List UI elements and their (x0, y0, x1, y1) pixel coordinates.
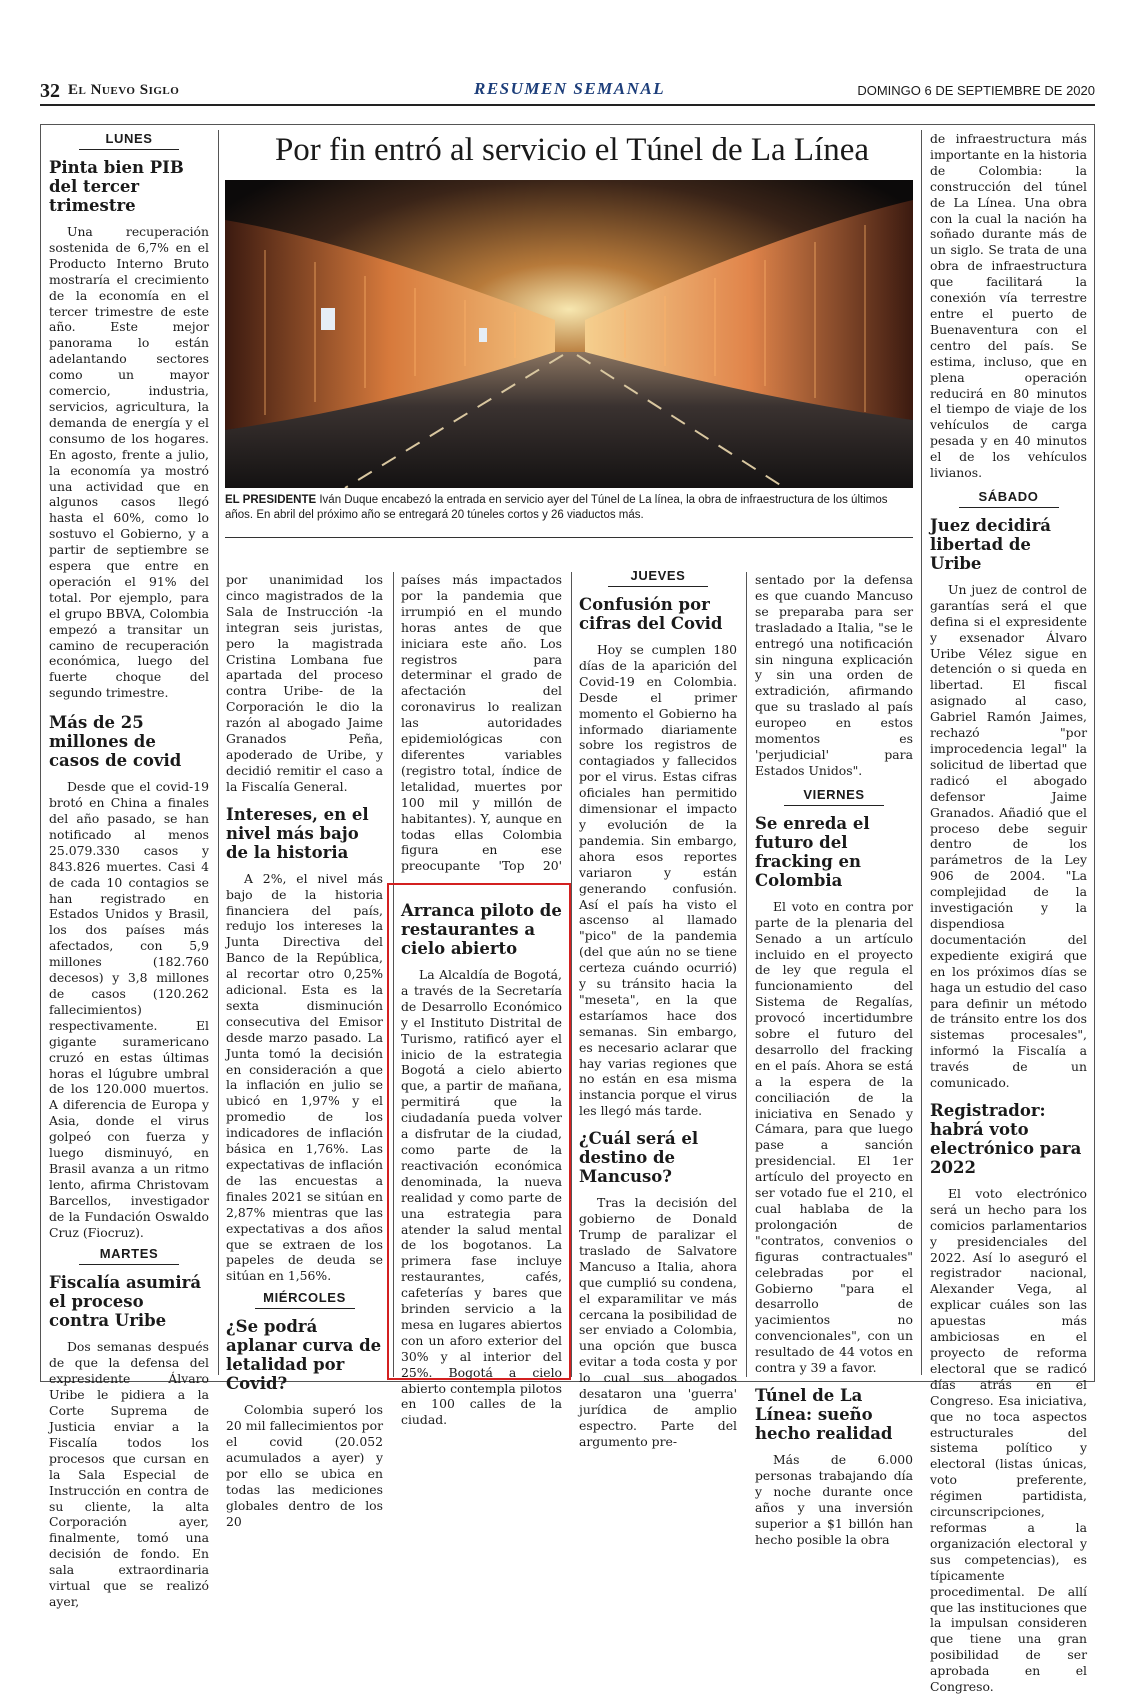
photo-caption (225, 493, 913, 523)
article-restaurantes: La Alcaldía de Bogotá, a través de la Secretaría de Desarrollo Económico y el Instituto Distrital de Turismo, ratificó ayer el inicio de la estrategia Bogotá a cielo abierto que, a partir de mañana, permitirá que la ciudadanía pueda volver a disfrutar de la ciudad, como parte de la reactivación económica denominada, la nueva realidad y como parte de una estrategia para atender la salud mental de los bogotanos. La primera fase incluye restaurantes, cafés, cafeterías y bares que brinden servicio a la mesa en lugares abiertos con un aforo exterior del 30% y al interior del 25%. Bogotá a cielo abierto contempla pilotos en 100 calles de la ciudad. (401, 967, 562, 1428)
article-mancuso-cont: sentado por la defensa es que cuando Mancuso se preparaba para ser trasladado a Italia, "se le entregó una notificación sin ninguna explicación y sin una orden de extradición, afirmando que su traslado al país europeo en estos momentos es 'perjudicial' para Estados Unidos". (755, 572, 913, 778)
day-label-jueves: JUEVES (608, 568, 708, 587)
article-intereses: A 2%, el nivel más bajo de la historia financiera del país, redujo los intereses la Junta Directiva del Banco de la República, al recortar otro 0,25% adicional. Esta es la sexta disminución consecutiva del Emisor desde marzo pasado. La Junta tomó la decisión en consideración a que la inflación en julio se ubicó en 1,97% y el promedio de los indicadores de inflación básica en 1,76%. Las expectativas de inflación de las encuestas a finales 2021 se sitúan en 2,87% mientras que las expectativas a dos años que se extraen de los papeles de deuda se sitúan en 1,56%. (226, 870, 383, 1284)
caption-text: Iván Duque encabezó la entrada en servicio ayer del Túnel de La línea, la obra de infraestructura de los últimos años. En abril del próximo año se entregará 20 túneles cortos y 26 viaductos más. (225, 494, 888, 521)
column-sabado (930, 131, 1087, 1695)
headline-intereses: Intereses, en el nivel más bajo de la historia (226, 804, 369, 862)
headline-letalidad: ¿Se podrá aplanar curva de letalidad por Covid? (226, 1317, 382, 1394)
headline-mancuso: ¿Cuál será el destino de Mancuso? (579, 1129, 699, 1187)
headline-registrador: Registrador: habrá voto electrónico para 2022 (930, 1100, 1082, 1177)
headline-covid-cases: Más de 25 millones de casos de covid (49, 713, 182, 771)
article-fiscalia-cont: por unanimidad los cinco magistrados de la Sala de Instrucción -la integran seis juristas, pero la magistrada Cristina Lombana fue apartada del proceso contra Uribe- de la Corporación le dio la razón al abogado Jaime Granados Peña, apoderado de Uribe, y decidió remitir el caso a la Fiscalía General. (226, 572, 383, 794)
article-confusion: Hoy se cumplen 180 días de la aparición del Covid-19 en Colombia. Desde el primer momento el Gobierno ha informado diariamente sobre los registros de contagiados y fallecidos por el virus. Estas cifras oficiales han permitido dimensionar el impacto y evolución de la pandemia. Sin embargo, ahora esos reportes variaron y están generando confusión. Así el país ha visto el ascenso al llamado "pico" de la pandemia (del que aún no se tiene certeza cuándo ocurrió) y su tránsito hacia la "meseta", en la que estaríamos hace dos semanas. Sin embargo, es necesario aclarar que hay varias regiones que no están en esa misma instancia porque el virus les llegó más tarde. (579, 642, 737, 1119)
tunnel-photo (225, 180, 913, 488)
lead-headline: Por fin entró al servicio el Túnel de La Línea (274, 132, 870, 168)
article-pib: Una recuperación sostenida de 6,7% en el Producto Interno Bruto mostraría el crecimiento de la economía en el tercer trimestre de este año. Este mejor panorama lo están adelantando sectores como un mayor comercio, industria, servicios, agricultura, la demanda de energía y el consumo de los hogares. En agosto, frente a julio, la economía ya mostró una actividad que en algunos casos llegó hasta el 60%, como lo sostuvo el Gobierno, y a partir de septiembre se espera que entre en operación el 91% del total. Por ejemplo, para el grupo BBVA, Colombia empezó a transitar un camino de recuperación económica, luego del fuerte choque del segundo trimestre. (49, 224, 209, 701)
headline-tunel: Túnel de La Línea: sueño hecho realidad (755, 1385, 893, 1443)
page-number: 32 (40, 80, 60, 102)
column-divider (746, 572, 747, 1377)
column-jueves (579, 568, 737, 1450)
article-letalidad: Colombia superó los 20 mil fallecimientos por el covid (20.052 acumulados a ayer) y por ello se ubica en todas las mediciones globales dentro de los 20 (226, 1402, 383, 1529)
article-tunel: Más de 6.000 personas trabajando día y noche durante once años y una inversión superior a $1 billón han hecho posible la obra (755, 1451, 913, 1547)
article-letalidad-cont: países más impactados por la pandemia que irrumpió en el mundo horas antes de que iniciara este año. Los registros para determinar el grado de afectación del coronavirus lo realizan las autoridades epidemiológicas con diferentes variables (registro total, índice de letalidad, muertes por 100 mil y millón de habitantes). Y, aunque en todas ellas Colombia figura en ese preocupante 'Top 20' (401, 572, 562, 874)
day-label-miercoles: MIÉRCOLES (255, 1290, 355, 1309)
caption-lead: EL PRESIDENTE (225, 494, 317, 506)
caption-rule (225, 537, 913, 538)
article-registrador: El voto electrónico será un hecho para los comicios parlamentarios y presidenciales del 2022. Así lo aseguró el registrador nacional, Alexander Vega, al explicar cuáles son las apuestas más ambiciosas en el proyecto de reforma electoral que se radicó días atrás en el Congreso. Esa iniciativa, que no toca aspectos estructurales del sistema político y electoral (listas únicas, voto preferente, régimen partidista, circunscripciones, reformas a la organización electoral y sus competencias), es típicamente procedimental. De allí que las instituciones que la impulsan consideren que tiene una gran posibilidad de ser aprobada en el Congreso. (930, 1185, 1087, 1695)
headline-confusion: Confusión por cifras del Covid (579, 595, 723, 633)
article-juez: Un juez de control de garantías será el que defina si el expresidente y exsenador Álvaro Uribe Vélez sigue en detención o si queda en libertad. El fiscal asignado al caso, Gabriel Ramón Jaimes, rechazó "por improcedencia legal" la solicitud de libertad que radicó el abogado defensor Jaime Granados. Añadió que el proceso debe seguir dentro de los parámetros de la Ley 906 de 2004. "La complejidad de la investigación y la dispendiosa documentación del expediente exigirá que en los próximos días se haga un estudio del caso para definir un método de tránsito entre los dos sistemas procesales", informó la Fiscalía a través de un comunicado. (930, 581, 1087, 1091)
column-divider (571, 572, 572, 1377)
headline-juez: Juez decidirá libertad de Uribe (930, 515, 1051, 573)
headline-fracking: Se enreda el futuro del fracking en Colombia (755, 813, 870, 890)
column-viernes (755, 572, 913, 1547)
tunnel-image (225, 180, 913, 488)
issue-date: DOMINGO 6 DE SEPTIEMBRE DE 2020 (857, 83, 1095, 98)
day-label-lunes: LUNES (79, 131, 179, 150)
column-3-boxed (401, 901, 562, 1428)
column-3 (401, 572, 562, 875)
article-covid-cases: Desde que el covid-19 brotó en China a finales del año pasado, se han notificado al menos 25.079.330 casos y 843.826 muertes. Casi 4 de cada 10 contagios se han registrado en Estados Unidos y Brasil, los dos países más afectados, con 5,9 millones (182.760 decesos) y 3,8 millones de casos (120.262 fallecimientos) respectivamente. El gigante suramericano cruzó en estas últimas horas el lúgubre umbral de los 120.000 muertos. A diferencia de Europa y Asia, donde el virus golpeó con fuerza y luego disminuyó, en Brasil avanza a un ritmo lento, afirma Christovam Barcellos, investigador de la Fundación Oswaldo Cruz (Fiocruz). (49, 779, 209, 1240)
column-lunes-martes (49, 131, 209, 1610)
headline-fiscalia: Fiscalía asumirá el proceso contra Uribe (49, 1273, 202, 1331)
column-2 (226, 572, 383, 1530)
header-rule (40, 104, 1095, 106)
column-divider (218, 130, 219, 1375)
headline-pib: Pinta bien PIB del tercer trimestre (49, 158, 184, 215)
section-title: RESUMEN SEMANAL (474, 79, 666, 98)
article-tunel-cont: de infraestructura más importante en la historia de Colombia: la construcción del túnel de La Línea. Una obra con la cual la nación ha soñado durante más de un siglo. Se trata de una obra de infraestructura que facilitará la conexión vía terrestre entre el puerto de Buenaventura con el centro del país. Se estima, incluso, que en plena operación reducirá en 80 minutos el tiempo de viaje de los vehículos de carga pesada y en 40 minutos el de los vehículos livianos. (930, 131, 1087, 481)
day-label-martes: MARTES (79, 1246, 179, 1265)
column-divider (921, 130, 922, 1375)
headline-restaurantes: Arranca piloto de restaurantes a cielo abierto (401, 901, 562, 958)
article-mancuso: Tras la decisión del gobierno de Donald Trump de paralizar el traslado de Salvatore Mancuso a Italia, ahora que cumplió su condena, el exparamilitar ve más cercana la posibilidad de ser enviado a Colombia, una opción que busca evitar a toda costa y por lo cual sus abogados desataron una 'guerra' jurídica de amplio espectro. Parte del argumento pre- (579, 1195, 737, 1449)
article-fiscalia: Dos semanas después de que la defensa del expresidente Álvaro Uribe le pidiera a la Corte Suprema de Justicia enviar a la Fiscalía todos los procesos que cursan en la Sala Especial de Instrucción en contra de su cliente, la alta Corporación ayer, finalmente, tomó una decisión de fondo. En sala extraordinaria virtual que se realizó ayer, (49, 1339, 209, 1609)
article-fracking: El voto en contra por parte de la plenaria del Senado a un artículo incluido en el proyecto de ley que regula el funcionamiento del Sistema de Regalías, provocó incertidumbre sobre el futuro del desarrollo del fracking en el país. Ahora se está a la espera de la conciliación de la iniciativa en Senado y Cámara, para que luego pase a sanción presidencial. El 1er artículo del proyecto en ser votado fue el 210, el cual hablaba de la prolongación de "contratos, convenios o figuras contractuales" celebradas por el Gobierno "para el desarrollo de yacimientos no convencionales", con un resultado de 44 votos en contra y 39 a favor. (755, 898, 913, 1376)
newspaper-name: El Nuevo Siglo (68, 82, 180, 98)
day-label-sabado: SÁBADO (959, 489, 1059, 508)
day-label-viernes: VIERNES (784, 787, 884, 806)
